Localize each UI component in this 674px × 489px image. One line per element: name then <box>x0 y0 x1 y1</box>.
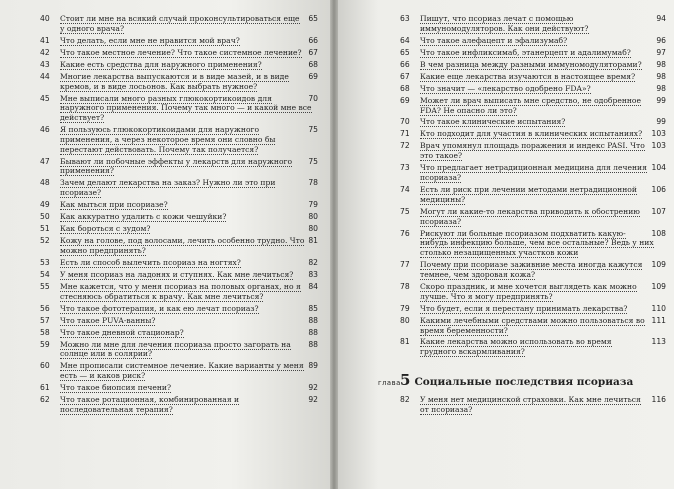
toc-entry-page: 98 <box>656 83 666 93</box>
toc-entry-page: 109 <box>651 281 666 291</box>
toc-entry-title: Какие лекарства можно использовать во время грудного вскармливания? <box>420 337 612 357</box>
toc-entry-number: 45 <box>40 93 50 103</box>
toc-entry-text-wrap <box>420 36 670 46</box>
toc-entry-page: 106 <box>651 185 666 195</box>
toc-entry-text-wrap <box>60 94 322 123</box>
toc-entry-text-wrap <box>420 337 670 357</box>
toc-entry-page: 66 <box>308 35 318 45</box>
toc-entry-text-wrap <box>420 117 670 127</box>
chapter-heading <box>378 371 670 389</box>
toc-entry-page: 88 <box>308 315 318 325</box>
toc-entry <box>400 129 670 139</box>
toc-entry-number: 51 <box>40 224 50 234</box>
toc-entry-number: 46 <box>40 125 50 135</box>
toc-entry <box>400 185 670 205</box>
toc-entry-title: Как аккуратно удалить с кожи чешуйки? <box>60 212 227 222</box>
toc-entry-number: 68 <box>400 83 410 93</box>
toc-entry-text-wrap <box>60 258 322 268</box>
right-page <box>338 0 674 489</box>
toc-entry-number: 44 <box>40 71 50 81</box>
toc-entry-page: 97 <box>656 47 666 57</box>
toc-entry-page: 79 <box>308 200 318 210</box>
toc-entry-text-wrap <box>420 141 670 161</box>
toc-entry-page: 110 <box>651 303 666 313</box>
toc-entry-page: 96 <box>656 35 666 45</box>
toc-entry-title: У меня нет медицинской страховки. Как мне лечиться от псориаза? <box>420 395 641 414</box>
toc-entry-number: 61 <box>40 383 50 393</box>
toc-entry-text-wrap <box>60 224 322 234</box>
toc-entry-page: 99 <box>656 95 666 105</box>
right-toc-column <box>378 14 670 417</box>
left-page <box>0 0 330 489</box>
toc-entry-title: Как бороться с зудом? <box>60 224 151 234</box>
toc-entry <box>40 270 322 280</box>
toc-entry <box>40 94 322 123</box>
toc-entry <box>400 117 670 127</box>
toc-entry-text-wrap <box>60 200 322 210</box>
toc-entry-title: Бывают ли побочные эффекты у лекарств для наружного применения? <box>60 156 293 176</box>
toc-entry-number: 75 <box>400 206 410 216</box>
toc-entry-page: 111 <box>651 315 666 325</box>
toc-entry-page: 80 <box>308 212 318 222</box>
toc-entry-page: 103 <box>651 129 666 139</box>
toc-entry <box>400 163 670 183</box>
toc-entry <box>400 229 670 258</box>
toc-entry-title: Я пользуюсь глюкокортикоидами для наружного применения, а через некоторое время они словно бы перестают действовать. Почему так получается? <box>60 125 276 154</box>
toc-entry <box>40 178 322 198</box>
toc-entry-text-wrap <box>420 84 670 94</box>
toc-entry-page: 81 <box>308 236 318 246</box>
toc-entry-title: Что такое фототерапия, и как ею лечат псориаз? <box>60 303 259 313</box>
toc-entry-title: Мне прописали системное лечение. Какие варианты у меня есть — и каков риск? <box>60 361 304 381</box>
toc-entry-title: Могут ли какие-то лекарства приводить к обострению псориаза? <box>420 206 640 226</box>
toc-entry-number: 64 <box>400 35 410 45</box>
book-gutter <box>330 0 338 489</box>
toc-entry-number: 66 <box>400 59 410 69</box>
toc-entry-page: 92 <box>308 395 318 405</box>
toc-entry <box>40 258 322 268</box>
toc-entry-number: 50 <box>40 212 50 222</box>
toc-entry <box>400 304 670 314</box>
toc-entry <box>40 304 322 314</box>
toc-entry-text-wrap <box>420 96 670 116</box>
toc-entry-number: 67 <box>400 71 410 81</box>
toc-entry-number: 56 <box>40 303 50 313</box>
toc-entry-number: 60 <box>40 361 50 371</box>
toc-entry-title: Мне выписали много разных глюкокортикоидов для наружного применения. Почему так много — и какой мне все действует? <box>60 93 312 123</box>
toc-entry-page: 75 <box>308 156 318 166</box>
toc-entry <box>40 340 322 360</box>
toc-entry-text-wrap <box>420 48 670 58</box>
toc-entry-title: У меня псориаз на ладонях и ступнях. Как мне лечиться? <box>60 269 294 279</box>
toc-entry-page: 107 <box>651 206 666 216</box>
toc-entry-page: 109 <box>651 260 666 270</box>
toc-entry-page: 80 <box>308 224 318 234</box>
toc-entry-title: Мне кажется, что у меня псориаз на половых органах, но я стесняюсь обратиться к врачу. Как мне лечиться? <box>60 281 301 301</box>
toc-entry-number: 65 <box>400 47 410 57</box>
toc-entry-title: Многие лекарства выпускаются и в виде мазей, и в виде кремов, и в виде лосьонов. Как выбрать нужное? <box>60 71 289 91</box>
toc-entry-text-wrap <box>60 36 322 46</box>
toc-entry-page: 67 <box>308 47 318 57</box>
toc-entry-text-wrap <box>60 14 322 34</box>
toc-entry-text-wrap <box>60 178 322 198</box>
toc-entry-title: Скоро праздник, и мне хочется выглядеть как можно лучше. Что я могу предпринять? <box>420 281 637 301</box>
toc-entry-title: Что такое дневной стационар? <box>60 327 184 337</box>
toc-entry-text-wrap <box>60 48 322 58</box>
toc-entry-page: 113 <box>651 337 666 347</box>
toc-entry-title: Почему при псориазе заживние места иногда кажутся темнее, чем здоровая кожа? <box>420 260 643 279</box>
toc-entry-text-wrap <box>60 282 322 302</box>
toc-entry <box>400 207 670 227</box>
toc-entry <box>40 125 322 154</box>
toc-entry-title: Есть ли способ вылечить псориаз на ногтях? <box>60 257 241 267</box>
toc-entry-text-wrap <box>420 60 670 70</box>
toc-entry-page: 94 <box>656 14 666 23</box>
toc-entry-text-wrap <box>420 207 670 227</box>
chapter-title: Социальные последствия псориаза <box>414 376 634 389</box>
toc-entry <box>40 157 322 177</box>
toc-entry-text-wrap <box>420 129 670 139</box>
toc-entry-text-wrap <box>420 316 670 336</box>
toc-entry-number: 40 <box>40 14 50 23</box>
toc-entry-page: 78 <box>308 178 318 188</box>
toc-entry-text-wrap <box>420 185 670 205</box>
toc-entry-title: Что значит — «лекарство одобрено FDA»? <box>420 83 591 93</box>
toc-entry-title: Что такое ротационная, комбинированная и последовательная терапия? <box>60 395 240 415</box>
toc-entry-number: 59 <box>40 339 50 349</box>
toc-entry <box>400 260 670 280</box>
toc-entry-text-wrap <box>60 270 322 280</box>
toc-entry-page: 88 <box>308 339 318 349</box>
chapter-label: глава <box>378 379 401 388</box>
left-toc-column <box>40 14 322 417</box>
toc-entry-number: 81 <box>400 337 410 347</box>
toc-entry-number: 55 <box>40 281 50 291</box>
toc-entry-title: Что такое местное лечение? Что такое системное лечение? <box>60 47 302 57</box>
toc-entry-number: 82 <box>400 395 410 405</box>
toc-entry-title: Что такое клинические испытания? <box>420 117 566 127</box>
toc-entry-number: 49 <box>40 200 50 210</box>
toc-entry <box>40 361 322 381</box>
toc-entry-text-wrap <box>60 212 322 222</box>
toc-entry-number: 70 <box>400 117 410 127</box>
toc-entry <box>400 96 670 116</box>
toc-entry-text-wrap <box>60 383 322 393</box>
toc-entry-number: 41 <box>40 35 50 45</box>
toc-entry-number: 78 <box>400 281 410 291</box>
toc-entry-title: Какие еще лекарства изучаются в настоящее время? <box>420 71 636 81</box>
toc-entry-text-wrap <box>60 60 322 70</box>
toc-entry-title: Можно ли мне для лечения псориаза просто загорать на солнце или в солярии? <box>60 339 291 359</box>
toc-entry-page: 116 <box>651 395 666 405</box>
toc-entry <box>400 282 670 302</box>
toc-entry-page: 83 <box>308 269 318 279</box>
toc-entry-title: Какие есть средства для наружного применения? <box>60 59 262 69</box>
toc-entry-number: 42 <box>40 47 50 57</box>
toc-entry <box>40 14 322 34</box>
toc-entry-text-wrap <box>420 163 670 183</box>
toc-entry-title: Рискуют ли больные псориазом подхватить какую-нибудь инфекцию больше, чем все остальные? Ведь у них столько незащищенных участков кожи <box>420 228 654 258</box>
toc-entry <box>40 212 322 222</box>
toc-entry-text-wrap <box>60 361 322 381</box>
toc-entry-number: 54 <box>40 269 50 279</box>
toc-entry-text-wrap <box>420 395 670 415</box>
toc-entry-title: Может ли врач выписать мне средство, не одобренное FDA? Не опасно ли это? <box>420 95 642 115</box>
toc-entry-title: Что такое алефацепт и эфализумаб? <box>420 35 568 45</box>
toc-entry-number: 48 <box>40 178 50 188</box>
toc-entry-page: 98 <box>656 59 666 69</box>
toc-entry-text-wrap <box>60 236 322 256</box>
toc-entry <box>40 48 322 58</box>
toc-entry-number: 57 <box>40 315 50 325</box>
toc-entry-page: 84 <box>308 281 318 291</box>
toc-entry-number: 79 <box>400 303 410 313</box>
toc-entry-number: 77 <box>400 260 410 270</box>
toc-entry-title: Кожу на голове, под волосами, лечить особенно трудно. Что можно предпринять? <box>60 236 305 255</box>
toc-entry <box>40 316 322 326</box>
toc-entry-text-wrap <box>60 157 322 177</box>
toc-entry-title: Что предлагает нетрадиционная медицина для лечения псориаза? <box>420 163 647 183</box>
toc-entry-number: 71 <box>400 129 410 139</box>
toc-entry-text-wrap <box>60 304 322 314</box>
toc-entry-page: 103 <box>651 141 666 151</box>
toc-entry <box>40 224 322 234</box>
toc-entry-text-wrap <box>60 125 322 154</box>
toc-entry <box>40 236 322 256</box>
toc-entry-page: 99 <box>656 117 666 127</box>
toc-entry-text-wrap <box>420 14 670 34</box>
toc-entry-page: 98 <box>656 71 666 81</box>
toc-entry-title: Стоит ли мне на всякий случай проконсультироваться еще у одного врача? <box>60 14 300 33</box>
toc-entry <box>400 84 670 94</box>
toc-entry-number: 53 <box>40 257 50 267</box>
toc-entry-title: Кто подходит для участия в клинических испытаниях? <box>420 129 643 139</box>
toc-entry <box>400 337 670 357</box>
toc-entry-number: 52 <box>40 236 50 246</box>
toc-entry-title: Пишут, что псориаз лечат с помощью иммуномодуляторов. Как они действуют? <box>420 14 589 33</box>
toc-entry-text-wrap <box>420 304 670 314</box>
toc-entry-text-wrap <box>60 316 322 326</box>
toc-entry-number: 63 <box>400 14 410 23</box>
toc-entry-number: 80 <box>400 315 410 325</box>
toc-entry-number: 73 <box>400 163 410 173</box>
toc-entry <box>40 395 322 415</box>
toc-entry-number: 58 <box>40 327 50 337</box>
toc-entry-text-wrap <box>420 260 670 280</box>
toc-entry-page: 82 <box>308 257 318 267</box>
toc-entry-page: 89 <box>308 361 318 371</box>
toc-entry-number: 47 <box>40 156 50 166</box>
toc-entry-number: 76 <box>400 228 410 238</box>
toc-entry-title: Что такое биопсия печени? <box>60 383 172 393</box>
toc-entry <box>40 36 322 46</box>
toc-entry-number: 62 <box>40 395 50 405</box>
toc-entry <box>400 316 670 336</box>
toc-entry-title: Что будет, если я перестану принимать лекарства? <box>420 303 628 313</box>
toc-entry-page: 75 <box>308 125 318 135</box>
toc-entry <box>400 14 670 34</box>
toc-entry-title: Что делать, если мне не нравится мой врач? <box>60 35 240 45</box>
toc-entry <box>400 36 670 46</box>
toc-entry <box>400 48 670 58</box>
toc-entry <box>40 328 322 338</box>
toc-entry-title: Есть ли риск при лечении методами нетрадиционной медицины? <box>420 185 637 204</box>
toc-entry-text-wrap <box>60 395 322 415</box>
toc-entry-page: 92 <box>308 383 318 393</box>
toc-entry <box>400 395 670 415</box>
toc-entry-page: 88 <box>308 327 318 337</box>
toc-entry-title: Зачем делают лекарства на заказ? Нужно ли это при псориазе? <box>60 178 276 198</box>
toc-entry <box>40 60 322 70</box>
toc-entry <box>40 383 322 393</box>
toc-entry-title: Какими лечебными средствами можно пользоваться во время беременности? <box>420 315 645 335</box>
toc-entry-page: 68 <box>308 59 318 69</box>
toc-entry-number: 43 <box>40 59 50 69</box>
toc-entry-number: 72 <box>400 141 410 151</box>
toc-entry-title: Что такое инфликсимаб, этанерцепт и адалимумаб? <box>420 47 631 57</box>
toc-entry-page: 85 <box>308 303 318 313</box>
toc-entry <box>40 72 322 92</box>
toc-entry-number: 69 <box>400 95 410 105</box>
toc-entry-title: Врач упомянул площадь поражения и индекс PASI. Что это такое? <box>420 141 645 161</box>
toc-entry-title: Что такое PUVA-ванны? <box>60 315 156 325</box>
toc-entry <box>400 141 670 161</box>
toc-entry-text-wrap <box>420 72 670 82</box>
toc-entry <box>40 200 322 210</box>
toc-entry-page: 70 <box>308 93 318 103</box>
toc-entry-text-wrap <box>60 328 322 338</box>
toc-entry-text-wrap <box>60 340 322 360</box>
toc-entry-page: 104 <box>651 163 666 173</box>
toc-entry-text-wrap <box>420 229 670 258</box>
toc-entry-page: 108 <box>651 228 666 238</box>
toc-entry-title: Как мыться при псориазе? <box>60 200 168 210</box>
chapter-number: 5 <box>400 371 411 390</box>
toc-entry <box>40 282 322 302</box>
toc-entry-page: 65 <box>308 14 318 23</box>
toc-entry-text-wrap <box>60 72 322 92</box>
toc-entry <box>400 72 670 82</box>
toc-entry <box>400 60 670 70</box>
toc-entry-page: 69 <box>308 71 318 81</box>
toc-entry-text-wrap <box>420 282 670 302</box>
toc-entry-number: 74 <box>400 185 410 195</box>
toc-entry-title: В чем разница между разными иммуномодуляторами? <box>420 59 642 69</box>
